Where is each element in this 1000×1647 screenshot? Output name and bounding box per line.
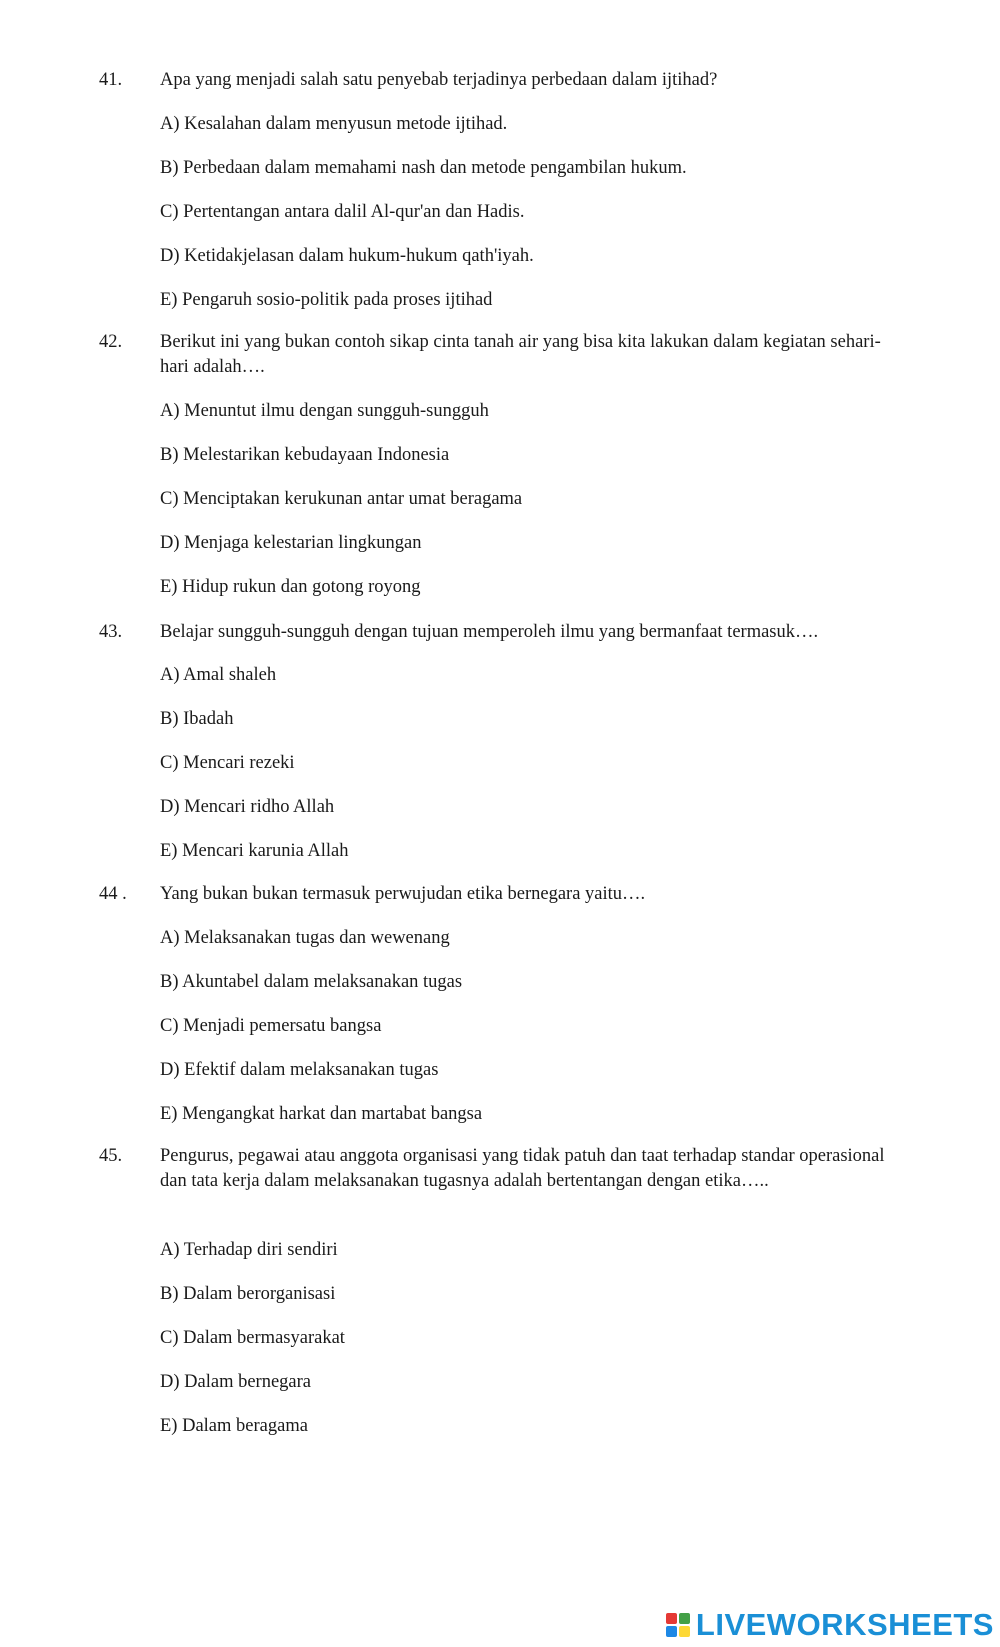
question-text: Apa yang menjadi salah satu penyebab terjadinya perbedaan dalam ijtihad? [160, 70, 718, 90]
option-b: B) Perbedaan dalam memahami nash dan metode pengambilan hukum. [160, 158, 687, 178]
question-text: Yang bukan bukan termasuk perwujudan etika bernegara yaitu…. [160, 884, 646, 904]
question-text: Berikut ini yang bukan contoh sikap cinta tanah air yang bisa kita lakukan dalam kegiatan sehari-hari adalah…. [160, 332, 881, 377]
option-a: A) Menuntut ilmu dengan sungguh-sungguh [160, 401, 489, 421]
option-c: C) Menjadi pemersatu bangsa [160, 1016, 382, 1036]
option-a: A) Kesalahan dalam menyusun metode ijtihad. [160, 114, 508, 134]
option-b: B) Akuntabel dalam melaksanakan tugas [160, 972, 463, 992]
option-c: C) Dalam bermasyarakat [160, 1328, 345, 1348]
options-list [160, 1238, 920, 1458]
option-d: D) Menjaga kelestarian lingkungan [160, 533, 422, 553]
question-number: 44 . [99, 884, 127, 904]
liveworksheets-logo-icon [666, 1613, 690, 1637]
option-d: D) Efektif dalam melaksanakan tugas [160, 1060, 439, 1080]
option-e: E) Hidup rukun dan gotong royong [160, 577, 421, 597]
option-e: E) Pengaruh sosio-politik pada proses ijtihad [160, 290, 493, 310]
option-a: A) Terhadap diri sendiri [160, 1240, 338, 1260]
options-list [160, 112, 920, 332]
logo-square-red [666, 1613, 677, 1624]
option-d: D) Dalam bernegara [160, 1372, 311, 1392]
option-b: B) Melestarikan kebudayaan Indonesia [160, 445, 450, 465]
option-d: D) Mencari ridho Allah [160, 797, 335, 817]
question-number: 43. [99, 622, 123, 642]
option-a: A) Melaksanakan tugas dan wewenang [160, 928, 450, 948]
option-b: B) Ibadah [160, 709, 234, 729]
logo-text: LIVEWORKSHEETS [695, 1607, 994, 1642]
option-c: C) Pertentangan antara dalil Al-qur'an dan Hadis. [160, 202, 525, 222]
option-c: C) Mencari rezeki [160, 753, 295, 773]
liveworksheets-logo [666, 1607, 994, 1643]
option-c: C) Menciptakan kerukunan antar umat beragama [160, 489, 523, 509]
question-text: Belajar sungguh-sungguh dengan tujuan memperoleh ilmu yang bermanfaat termasuk…. [160, 622, 819, 642]
option-e: E) Dalam beragama [160, 1416, 308, 1436]
logo-square-blue [666, 1626, 677, 1637]
question-number: 41. [99, 70, 123, 90]
option-e: E) Mencari karunia Allah [160, 841, 349, 861]
option-b: B) Dalam berorganisasi [160, 1284, 336, 1304]
question-number: 45. [99, 1146, 123, 1166]
options-list [160, 663, 920, 883]
options-list [160, 926, 920, 1146]
option-d: D) Ketidakjelasan dalam hukum-hukum qath'iyah. [160, 246, 534, 266]
logo-square-green [679, 1613, 690, 1624]
options-list [160, 399, 920, 619]
option-e: E) Mengangkat harkat dan martabat bangsa [160, 1104, 483, 1124]
question-text: Pengurus, pegawai atau anggota organisasi yang tidak patuh dan taat terhadap standar operasional dan tata kerja dalam melaksanakan tugasnya adalah bertentangan dengan etika….. [160, 1146, 885, 1191]
logo-square-yellow [679, 1626, 690, 1637]
option-a: A) Amal shaleh [160, 665, 277, 685]
question-number: 42. [99, 332, 123, 352]
